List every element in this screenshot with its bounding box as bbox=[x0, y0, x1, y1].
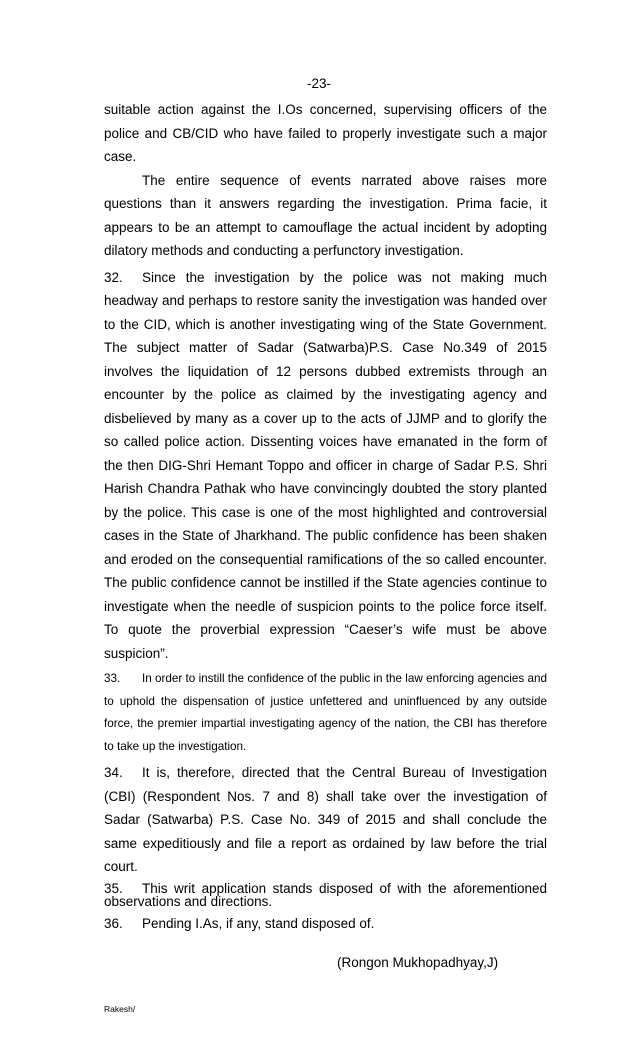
judgment-body bbox=[104, 98, 547, 935]
paragraph-text: This writ application stands disposed of with the aforementioned observations and directions. bbox=[104, 880, 547, 909]
paragraph-text: Since the investigation by the police was not making much headway and perhaps to restore sanity the investigation was handed over to the CID, which is another investigating wing of the State Government. The subject matter of Sadar (Satwarba)P.S. Case No.349 of 2015 involves the liquidation of 12 persons dubbed extremists through an encounter by the police as claimed by the investigating agency and disbelieved by many as a cover up to the acts of JJMP and to glorify the so called police action. Dissenting voices have emanated in the form of the then DIG-Shri Hemant Toppo and officer in charge of Sadar P.S. Shri Harish Chandra Pathak who have convincingly doubted the story planted by the police. This case is one of the most highlighted and controversial cases in the State of Jharkhand. The public confidence has been shaken and eroded on the consequential ramifications of the so called encounter. The public confidence cannot be instilled if the State agencies continue to investigate when the needle of suspicion points to the police force itself. To quote the proverbial expression “Caeser’s wife must be above suspicion”. bbox=[104, 269, 547, 661]
typist-initials: Rakesh/ bbox=[104, 1004, 136, 1014]
paragraph-32 bbox=[104, 266, 547, 666]
paragraph-text: In order to instill the confidence of the public in the law enforcing agencies and to uphold the dispensation of justice unfettered and uninfluenced by any outside force, the premier impartial investigating agency of the nation, the CBI has therefore to take up the investigation. bbox=[104, 672, 547, 753]
paragraph-33 bbox=[104, 668, 547, 758]
paragraph-number: 32. bbox=[104, 269, 123, 285]
paragraph-35 bbox=[104, 882, 547, 908]
paragraph-continuation: suitable action against the I.Os concerned, supervising officers of the police and CB/CID who have failed to properly investigate such a major case. bbox=[104, 102, 547, 164]
paragraph-text: It is, therefore, directed that the Central Bureau of Investigation (CBI) (Respondent Nos. 7 and 8) shall take over the investigation of Sadar (Satwarba) P.S. Case No. 349 of 2015 and shall conclude the same expeditiously and file a report as ordained by law before the trial court. bbox=[104, 765, 547, 874]
paragraph-36 bbox=[104, 912, 547, 936]
paragraph-observation: The entire sequence of events narrated above raises more questions than it answers regarding the investigation. Prima facie, it appears to be an attempt to camouflage the actual incident by adopting dilatory methods and conducting a perfunctory investigation. bbox=[104, 172, 547, 258]
judge-signature: (Rongon Mukhopadhyay,J) bbox=[337, 955, 499, 970]
paragraph-34 bbox=[104, 761, 547, 879]
paragraph-text: Pending I.As, if any, stand disposed of. bbox=[142, 915, 375, 931]
paragraph-number: 34. bbox=[104, 765, 123, 780]
paragraph-number: 35. bbox=[104, 880, 123, 896]
page-number: -23- bbox=[306, 76, 331, 91]
paragraph-number: 33. bbox=[104, 672, 121, 685]
paragraph-number: 36. bbox=[104, 915, 123, 931]
